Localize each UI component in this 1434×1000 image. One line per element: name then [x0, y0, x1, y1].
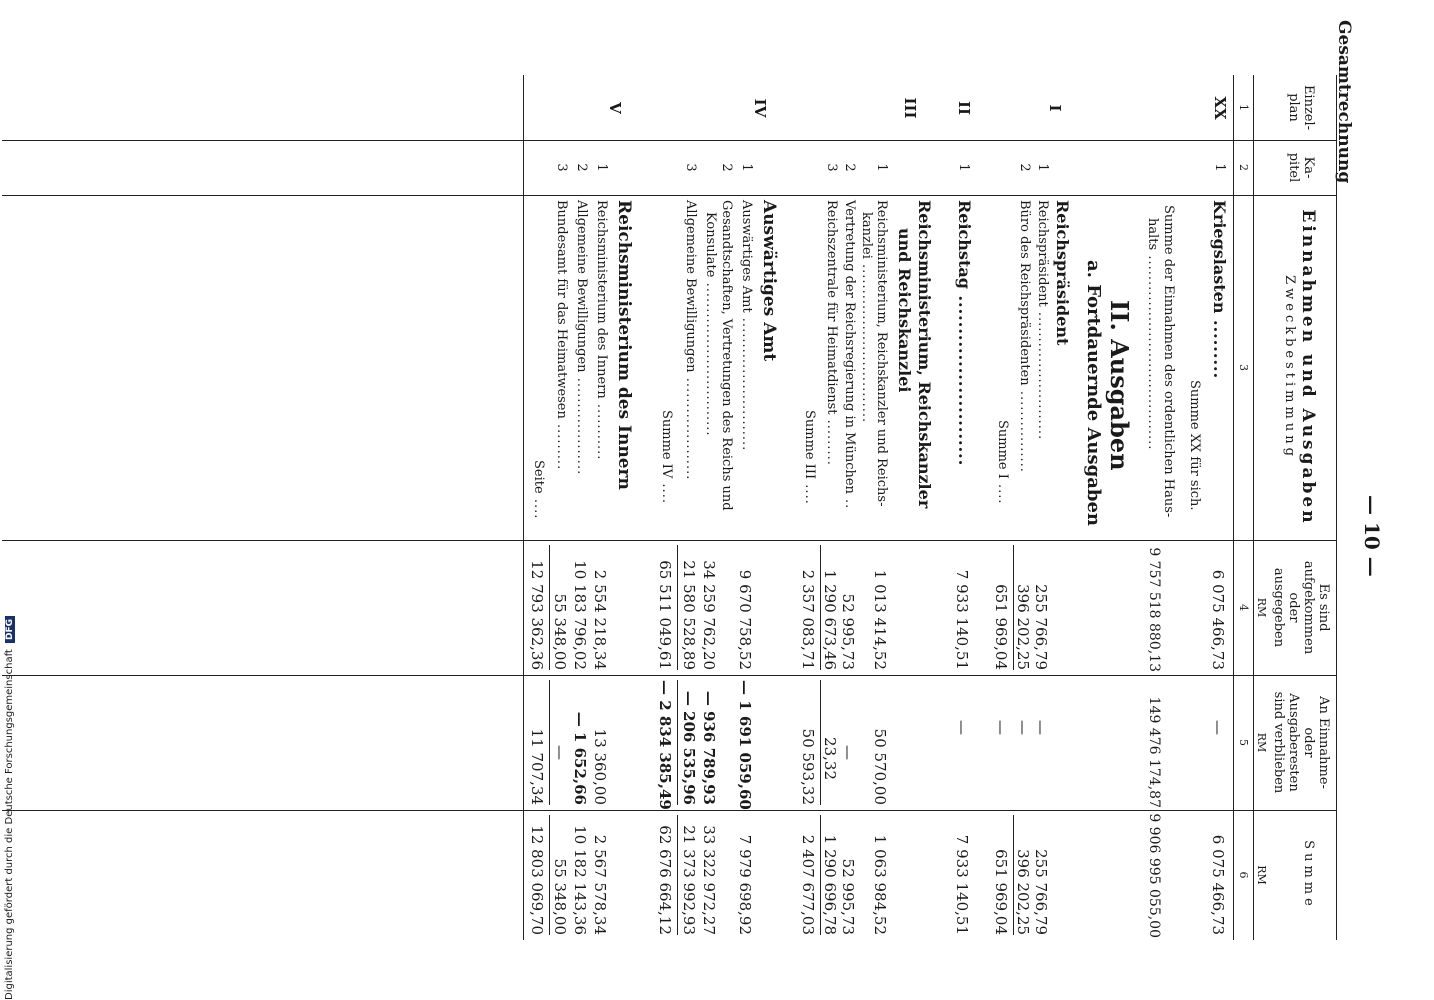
value-col5: 13 360,00: [591, 728, 609, 805]
row-label-text: Reichsministerium des Innern: [594, 200, 609, 399]
leader-dots: ..............................: [703, 277, 718, 437]
value-col4: 651 969,04: [992, 584, 1010, 670]
chapter-number: 1: [956, 163, 971, 172]
leader-dots: ....: [531, 493, 546, 520]
chapter-number: 2: [719, 163, 734, 172]
sum-label: [531, 460, 546, 519]
chapter-number: 3: [554, 163, 569, 172]
plan-number: II: [955, 100, 973, 116]
col3-header-line: Einnahmen und Ausgaben: [1298, 209, 1318, 526]
row-label: [739, 200, 754, 451]
value-col6: 1 063 984,52: [871, 834, 889, 935]
sum-label-text: Seite: [531, 460, 546, 494]
subtotal-rule: [1013, 815, 1014, 935]
row-label: [683, 200, 698, 480]
row-label: [842, 200, 857, 509]
row-label: Gesandtschaften, Vertretungen des Reichs und: [719, 200, 734, 511]
subtotal-rule: [820, 680, 821, 805]
value-col6: 7 979 698,92: [736, 834, 754, 935]
leader-dots: ....: [802, 479, 817, 505]
subtotal-rule: [1013, 545, 1014, 670]
row-label-text: Reichspräsident: [1035, 200, 1050, 307]
col2-header: [1286, 140, 1316, 195]
chapter-number: 2: [574, 163, 589, 172]
value-col4: 65 511 049,61: [656, 560, 674, 670]
col3-header: [1282, 195, 1319, 540]
plan-number: V: [606, 102, 624, 114]
subtotal-rule: [820, 545, 821, 670]
value-col4: 34 259 762,20: [700, 560, 718, 670]
value-col6: 2 567 578,34: [591, 834, 609, 935]
leader-dots: ....................: [683, 372, 698, 481]
col5-header-line: oder: [1301, 727, 1316, 758]
leader-dots: .........................: [1035, 306, 1050, 441]
subtotal-rule: [677, 815, 678, 935]
value-col6: 255 766,79: [1032, 849, 1050, 935]
row-label-text: Reichszentrale für Heimatdienst: [824, 200, 839, 415]
row-label: Reichsministerium, Reichskanzler und Reichs-: [874, 200, 889, 507]
row-label: [955, 200, 974, 466]
col4-header-line: oder: [1286, 592, 1301, 623]
row-label-text: Reichstag: [955, 200, 974, 289]
col4-header-line: aufgekommen: [1301, 560, 1316, 655]
subtotal-rule: [677, 680, 678, 805]
sum-label: Summe XX für sich.: [1187, 380, 1202, 511]
value-col5: —: [839, 745, 857, 760]
col5-unit: RM: [1255, 732, 1268, 753]
col6-number: 6: [1237, 871, 1250, 879]
value-col5: — 206 535,96: [680, 690, 698, 805]
col1-number: 1: [1237, 104, 1250, 111]
dfg-logo: DFG: [5, 616, 15, 643]
value-col6: 52 995,73: [839, 858, 857, 935]
value-col5: 11 707,34: [528, 728, 546, 805]
chapter-number: 2: [1017, 163, 1032, 172]
col1-rule: [2, 140, 1337, 141]
table-bottom-rule: [523, 75, 524, 940]
col5-header: [1271, 675, 1331, 810]
col4-header-line: Es sind: [1316, 583, 1331, 632]
value-col6: 651 969,04: [992, 849, 1010, 935]
plan-number: XX: [1211, 96, 1229, 120]
credit-text: [4, 600, 15, 1000]
leader-dots: .........: [824, 414, 839, 466]
row-label: Summe der Einnahmen des ordentlichen Haus-: [1161, 205, 1176, 518]
row-label: [824, 200, 839, 466]
row-label: [859, 212, 874, 423]
row-label-text: Auswärtiges Amt: [739, 200, 754, 313]
group-heading: Reichspräsident: [1053, 200, 1072, 346]
leader-dots: ................: [1017, 385, 1032, 473]
row-label-text: Büro des Reichspräsidenten: [1017, 200, 1032, 386]
col3-rule: [2, 540, 1337, 541]
row-label-text: Allgemeine Bewilligungen: [574, 200, 589, 373]
group-heading: und Reichskanzlei: [895, 228, 914, 393]
value-col4: 1 290 673,46: [821, 569, 839, 670]
row-label: [703, 212, 718, 437]
value-col6: 62 676 664,12: [656, 825, 674, 935]
col2-header-line: Ka-: [1301, 156, 1316, 179]
col2-rule: [2, 195, 1337, 196]
plan-number: III: [901, 97, 919, 119]
value-col5: 23,32: [821, 737, 839, 780]
value-col4: 396 202,25: [1014, 584, 1032, 670]
chapter-number: 1: [1035, 163, 1050, 172]
subtotal-rule: [549, 680, 550, 805]
plan-number: IV: [751, 98, 769, 118]
leader-dots: ...................: [574, 372, 589, 476]
row-label: [594, 200, 609, 460]
col2-number: 2: [1237, 164, 1250, 171]
value-col6: 33 322 972,27: [700, 825, 718, 935]
value-col6: 6 075 466,73: [1209, 834, 1227, 935]
row-label: [1035, 200, 1050, 440]
col5-header-line: An Einnahme-: [1316, 696, 1331, 789]
sum-label: [802, 410, 817, 505]
leader-dots: ...........: [594, 398, 609, 461]
col4-number: 4: [1237, 604, 1250, 611]
subtotal-rule: [677, 545, 678, 670]
col2-header-line: pitel: [1286, 152, 1301, 183]
row-label-text: Allgemeine Bewilligungen: [683, 200, 698, 373]
col1-header-line: plan: [1286, 93, 1301, 122]
value-col5: 50 593,32: [799, 728, 817, 805]
value-col5: 50 570,00: [871, 728, 889, 805]
chapter-number: 3: [824, 163, 839, 172]
value-col5: — 2 834 385,49: [656, 680, 674, 810]
chapter-number: 1: [874, 163, 889, 172]
subsection-heading: a. Fortdauernde Ausgaben: [1083, 260, 1104, 527]
col5-header-line: sind verblieben: [1271, 691, 1286, 794]
value-col5: —: [1209, 720, 1227, 735]
row-label-text: kanzlei: [859, 212, 874, 259]
group-heading: Reichsministerium, Reichskanzler: [915, 200, 934, 509]
leader-dots: ......................................: [1145, 250, 1160, 451]
value-col4: 55 348,00: [551, 593, 569, 670]
value-col4: 10 183 796,02: [571, 560, 589, 670]
value-col6: 7 933 140,51: [953, 834, 971, 935]
col3-number: 3: [1237, 364, 1250, 371]
col5-number: 5: [1237, 739, 1250, 746]
leader-dots: ....: [659, 478, 674, 504]
value-col4: 52 995,73: [839, 593, 857, 670]
value-col4: 9 670 758,52: [736, 569, 754, 670]
value-col5: —: [1032, 720, 1050, 735]
col4-header-line: ausgegeben: [1271, 567, 1286, 648]
col4-header: [1271, 540, 1331, 675]
col5-rule: [2, 810, 1337, 811]
page-number: — 10 —: [1360, 495, 1384, 577]
value-col5: 149 476 174,87: [1146, 696, 1162, 808]
col1-header-line: Einzel-: [1301, 84, 1316, 131]
value-col6: 10 182 143,36: [571, 825, 589, 935]
value-col6: 9 906 995 055,00: [1146, 813, 1162, 938]
value-col5: —: [551, 745, 569, 760]
col4-unit: RM: [1255, 597, 1268, 618]
sum-label-text: Summe IV: [659, 410, 674, 479]
row-label: [1017, 200, 1032, 473]
col6-header: Summe: [1301, 840, 1316, 910]
value-col5: —: [1014, 720, 1032, 735]
col1-header: [1286, 75, 1316, 140]
value-col6: 1 290 696,78: [821, 834, 839, 935]
value-col4: 7 933 140,51: [953, 569, 971, 670]
leader-dots: ....: [995, 478, 1010, 505]
chapter-number: 2: [842, 163, 857, 172]
value-col4: 1 013 414,52: [871, 569, 889, 670]
leader-dots: .........: [554, 418, 569, 471]
value-col4: 9 757 518 880,13: [1146, 547, 1162, 672]
sum-label-text: Summe III: [802, 410, 817, 480]
value-col4: 255 766,79: [1032, 584, 1050, 670]
value-col6: 55 348,00: [551, 858, 569, 935]
leader-dots: ..: [842, 493, 857, 510]
chapter-number: 1: [1212, 163, 1227, 172]
value-col5: — 1 652,66: [571, 711, 589, 805]
section-heading: II. Ausgaben: [1105, 300, 1134, 471]
value-col6: 12 803 069,70: [528, 825, 546, 935]
col6-unit: RM: [1255, 865, 1268, 885]
row-label-text: Bundesamt für das Heimatwesen: [554, 200, 569, 419]
row-label-text: halts: [1145, 218, 1160, 251]
chapter-number: 1: [739, 163, 754, 172]
sum-label-text: Summe I: [995, 420, 1010, 479]
value-col5: —: [953, 720, 971, 735]
sum-label: [659, 410, 674, 504]
value-col5: — 936 789,93: [700, 690, 718, 805]
value-col5: — 1 691 059,60: [736, 680, 754, 810]
credit-label: Digitalisierung gefördert durch die Deutsche Forschungsgemeinschaft: [4, 649, 15, 1000]
subtotal-rule: [549, 545, 550, 670]
value-col4: 6 075 466,73: [1209, 569, 1227, 670]
row-label: [1145, 218, 1160, 450]
row-label: [574, 200, 589, 475]
plan-number: I: [1046, 104, 1064, 112]
subtotal-rule: [820, 815, 821, 935]
credit-strip: [4, 0, 18, 1000]
leader-dots: ..........................: [739, 312, 754, 452]
row-label-text: Vertretung der Reichsregierung in München: [842, 200, 857, 494]
row-label-text: Kriegslasten: [1210, 200, 1229, 314]
value-col4: 12 793 362,36: [528, 560, 546, 670]
group-heading: Reichsministerium des Innern: [614, 200, 634, 490]
sum-label: [995, 420, 1010, 505]
value-col6: 396 202,25: [1014, 849, 1032, 935]
col3-header-line: Zweckbestimmung: [1282, 275, 1297, 460]
leader-dots: ...............................: [859, 258, 874, 424]
value-col4: 21 580 528,89: [680, 560, 698, 670]
value-col4: 2 554 218,34: [591, 569, 609, 670]
col5-header-line: Ausgaberesten: [1286, 693, 1301, 792]
value-col5: —: [992, 720, 1010, 735]
row-label: [1210, 200, 1229, 379]
row-label: [554, 200, 569, 470]
subtotal-rule: [549, 815, 550, 935]
leader-dots: ..........................: [955, 288, 974, 467]
row-label-text: Konsulate: [703, 212, 718, 278]
chapter-number: 3: [683, 163, 698, 172]
value-col6: 21 373 992,93: [680, 825, 698, 935]
leader-dots: .........: [1210, 313, 1229, 380]
value-col4: 2 357 083,71: [799, 569, 817, 670]
group-heading: Auswärtiges Amt: [759, 200, 779, 362]
col4-rule: [2, 675, 1337, 676]
value-col6: 2 407 677,03: [799, 834, 817, 935]
chapter-number: 1: [594, 163, 609, 172]
page-title: Gesamtrechnung: [1334, 20, 1354, 184]
